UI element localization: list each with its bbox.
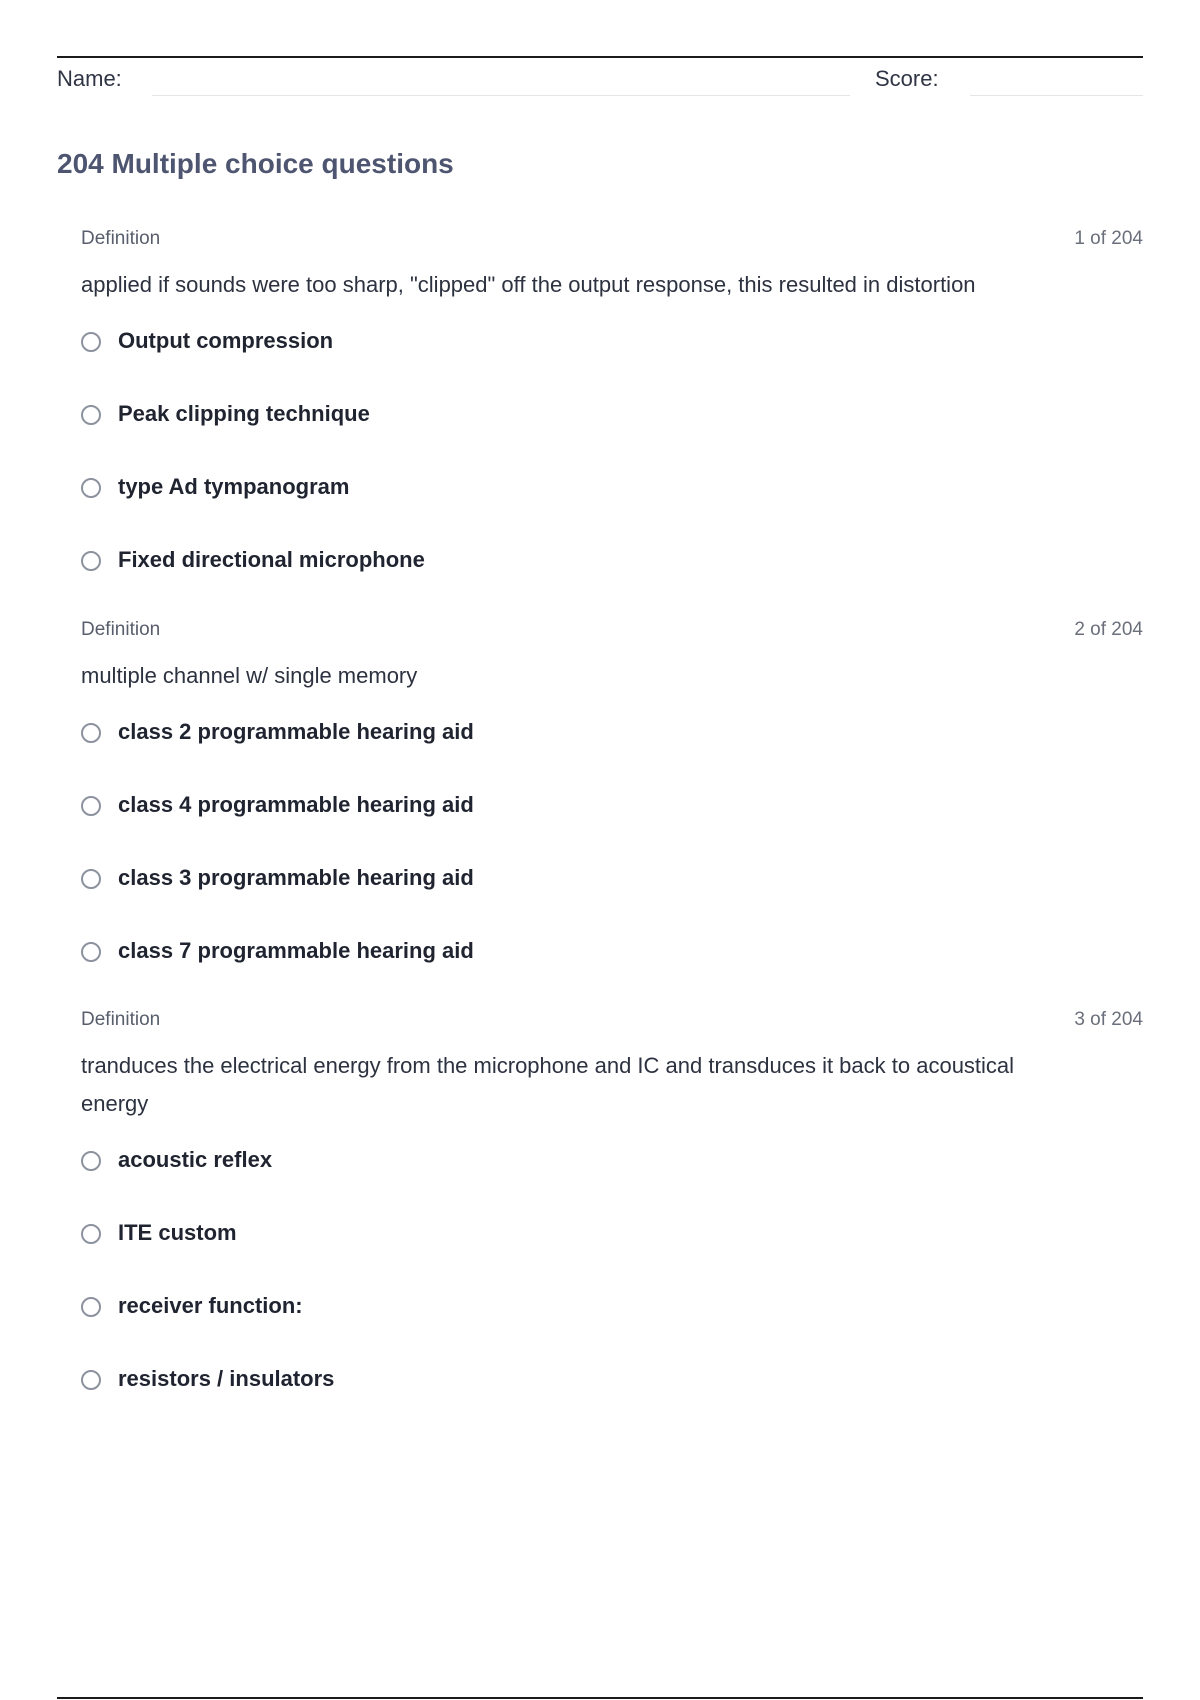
answer-options [81,320,1143,612]
question-type-label: Definition [81,228,161,249]
answer-option[interactable] [81,539,1143,612]
answer-option[interactable] [81,1212,1143,1285]
quiz-page [57,0,1143,1700]
answer-option-label: class 2 programmable hearing aid [118,719,474,744]
answer-option[interactable] [81,784,1143,857]
score-label: Score: [875,66,939,91]
question-prompt: tranduces the electrical energy from the microphone and IC and transduces it back to acoustical energy [81,1053,1015,1116]
radio-button-icon[interactable] [81,869,101,889]
radio-button-icon[interactable] [81,1297,101,1317]
answer-option[interactable] [81,1285,1143,1358]
answer-options [81,711,1143,1003]
radio-button-icon[interactable] [81,478,101,498]
answer-options [81,1139,1143,1431]
name-label: Name: [57,66,122,91]
question-prompt: multiple channel w/ single memory [81,663,418,688]
question-counter: 2 of 204 [1074,619,1143,640]
radio-button-icon[interactable] [81,405,101,425]
answer-option-label: Fixed directional microphone [118,547,425,572]
radio-button-icon[interactable] [81,796,101,816]
name-field[interactable] [152,95,850,96]
answer-option[interactable] [81,930,1143,1003]
answer-option[interactable] [81,320,1143,393]
page-title: 204 Multiple choice questions [57,148,454,179]
question-card-1 [81,228,1143,612]
radio-button-icon[interactable] [81,1224,101,1244]
answer-option[interactable] [81,466,1143,539]
header-row [57,58,1143,98]
answer-option-label: resistors / insulators [118,1366,335,1391]
question-header [81,619,1143,645]
bottom-divider [57,1697,1143,1699]
question-header [81,228,1143,254]
question-card-2 [81,619,1143,1003]
score-field[interactable] [970,95,1143,96]
radio-button-icon[interactable] [81,332,101,352]
answer-option[interactable] [81,711,1143,784]
question-counter: 3 of 204 [1074,1009,1143,1030]
answer-option-label: Output compression [118,328,334,353]
answer-option[interactable] [81,393,1143,466]
answer-option-label: class 3 programmable hearing aid [118,865,474,890]
radio-button-icon[interactable] [81,723,101,743]
question-type-label: Definition [81,619,161,640]
radio-button-icon[interactable] [81,1370,101,1390]
answer-option-label: ITE custom [118,1220,237,1245]
answer-option[interactable] [81,1358,1143,1431]
question-counter: 1 of 204 [1074,228,1143,249]
radio-button-icon[interactable] [81,551,101,571]
answer-option[interactable] [81,857,1143,930]
question-card-3 [81,1009,1143,1431]
question-prompt: applied if sounds were too sharp, "clipped" off the output response, this resulted in distortion [81,272,976,297]
answer-option-label: acoustic reflex [118,1147,273,1172]
question-header [81,1009,1143,1035]
radio-button-icon[interactable] [81,942,101,962]
answer-option-label: class 4 programmable hearing aid [118,792,474,817]
answer-option-label: type Ad tympanogram [118,474,350,499]
answer-option[interactable] [81,1139,1143,1212]
answer-option-label: class 7 programmable hearing aid [118,938,474,963]
radio-button-icon[interactable] [81,1151,101,1171]
answer-option-label: Peak clipping technique [118,401,370,426]
question-type-label: Definition [81,1009,161,1030]
answer-option-label: receiver function: [118,1293,303,1318]
